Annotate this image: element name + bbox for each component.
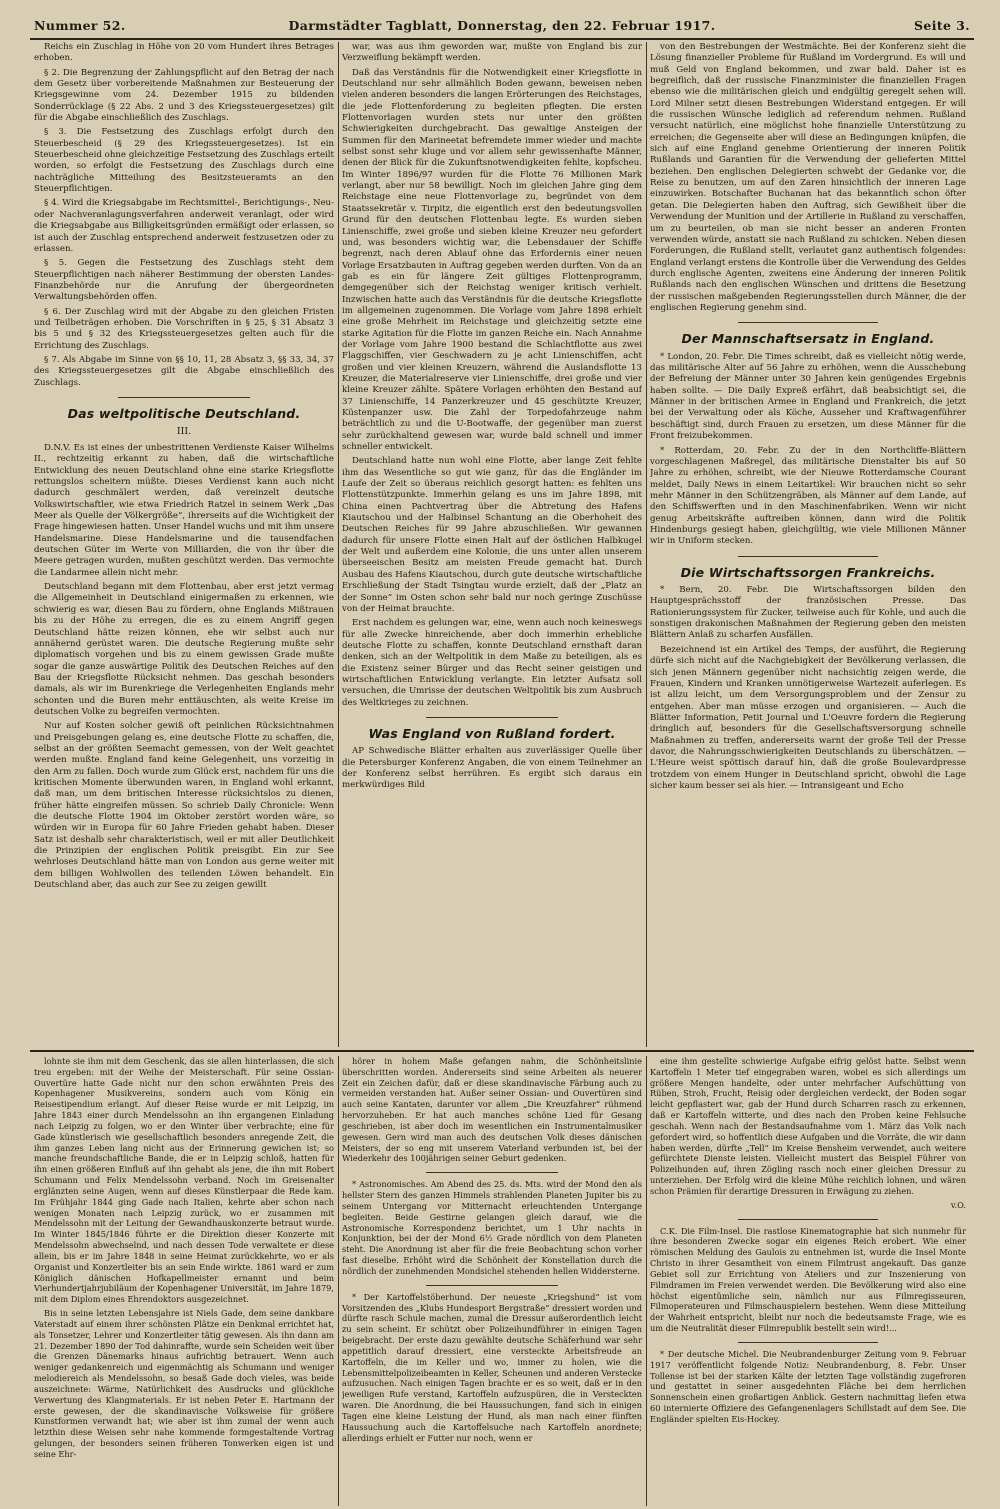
feuilleton-column-2	[342, 1056, 642, 1504]
law-paragraph: § 3. Die Festsetzung des Zuschlags erfolgt durch den Steuerbescheid (§ 29 des Kriegssteuergesetzes). Ist ein Steuerbescheid ohne gleichzeitige Festsetzung des Zuschlags erteilt worden, so erfolgt die Festsetzung des Zuschlags durch eine nachträgliche Mitteilung des Besitzsteueramts an den Steuerpflichtigen.	[34, 127, 334, 195]
feuilleton-paragraph: hörer in hohem Maße gefangen nahm, die Schönheitslinie überschritten worden. Andererseits sind seine Arbeiten als neuerer Zeit ein Zeichen dafür, daß er diese skandinavische Färbung auch zu vermeiden verstanden hat. Außer seiner Ossian- und Ouvertüren sind auch seine Kantaten, darunter vor allem „Die Kreuzfahrer“ rühmend hervorzuheben. Er hat auch manches schöne Lied für Gesang geschrieben, ist aber doch im wesentlichen ein Instrumentalmusiker gewesen. Gern wird man auch des deutschen Volk dieses dänischen Meisters, der so eng mit unserem Vaterland verbunden ist, bei der Wiederkehr des 100jährigen seiner Geburt gedenken.	[342, 1056, 642, 1164]
article-paragraph: * Bern, 20. Febr. Die Wirtschaftssorgen bilden den Hauptgesprächsstoff der französischen Presse. Das Rationierungssystem für Zucker, teilweise auch für Kohle, und auch die sonstigen drakonischen Maßnahmen der Regierung geben den meisten Blättern Anlaß zu scharfen Ausfällen.	[650, 585, 966, 641]
column-divider	[338, 42, 339, 1047]
section-rule	[738, 1219, 877, 1220]
article-paragraph: Deutschland hatte nun wohl eine Flotte, aber lange Zeit fehlte ihm das Wesentliche so gut wie ganz, für das die Engländer im Laufe der Zeit so überaus reichlich gesorgt hatten: es fehlten uns Flottenstützpunkte. Immerhin gelang es uns im Jahre 1898, mit China einen Pachtvertrag über die Abtretung des Hafens Kiautschou und der Halbinsel Schantung an die Oberhoheit des Deutschen Reiches für 99 Jahre abzuschließen. Wir gewannen dadurch für unsere Flotte einen Halt auf der östlichen Halbkugel der Welt und außerdem eine Kolonie, die uns unter allen unserem überseeischen Besitz am meisten Freude gemacht hat. Durch Ausbau des Hafens Kiautschou, durch gute deutsche wirtschaftliche Erschließung der Stadt Tsingtau wurde erzielt, daß der „Platz an der Sonne“ im Osten schon sehr bald nur noch geringe Zuschüsse von der Heimat brauchte.	[342, 456, 642, 614]
feuilleton-paragraph: C.K. Die Film-Insel. Die rastlose Kinematographie hat sich nunmehr für ihre besonderen Zwecke sogar ein eigenes Reich erobert. Wie einer römischen Meldung des Gaulois zu entnehmen ist, wurde die Insel Monte Christo in ihrer Gesamtheit von einem Filmtrust angekauft. Das ganze Gebiet soll zur Errichtung von Ateliers und zur Inszenierung von Filmdramen im Freien verwendet werden. Die Bevölkerung wird also eine höchst eigentümliche sein, nämlich nur aus Filmregisseuren, Filmoperateuren und Filmschauspielern bestehen. Wenn diese Mitteilung der Wahrheit entspricht, bleibt nur noch die bedeutsamste Frage, wie es um die Neutralität dieser Filmrepublik bestellt sein wird!...	[650, 1225, 966, 1334]
section-rule	[738, 556, 877, 557]
section-rule	[426, 1172, 558, 1173]
law-paragraph: § 4. Wird die Kriegsabgabe im Rechtsmittel-, Berichtigungs-, Neu- oder Nachveranlagungsverfahren anderweit veranlagt, oder wird die Kriegsabgabe aus Billigkeitsgründen ermäßigt oder erlassen, so ist auch der Zuschlag entsprechend anderweit festzusetzen oder zu erlassen.	[34, 198, 334, 254]
article-paragraph: D.N.V. Es ist eines der unbestrittenen Verdienste Kaiser Wilhelms II., rechtzeitig erkannt zu haben, daß die wirtschaftliche Entwicklung des neuen Deutschland ohne eine starke Kriegsflotte rettungslos scheitern müßte. Dieses Verdienst kann auch nicht dadurch geschmälert werden, daß vereinzelt deutsche Volkswirtschaftler, wie etwa Friedrich Ratzel in seinem Werk „Das Meer als Quelle der Völkergröße“, ihrerseits auf die Wichtigkeit der Frage hingewiesen hatten. Unser Handel wuchs und mit ihm unsere Handelsmarine. Diese Handelsmarine und die tausendfachen deutschen Güter im Werte von Milliarden, die von ihr über die Meere getragen wurden, mußten geschützt werden. Das vermochte die Landarmee allein nicht mehr.	[34, 443, 334, 578]
feuilleton-paragraph: eine ihm gestellte schwierige Aufgabe eifrig gelöst hatte. Selbst wenn Kartoffeln 1 Meter tief eingegraben waren, wobei es sich allerdings um größere Mengen handelte, oder unter mehrfacher Aufschüttung von Rüben, Stroh, Frucht, Reisig oder dergleichen verdeckt, der Boden sogar leicht gepflastert war, gab der Hund durch Scharren rasch zu erkennen, daß er Kartoffeln witterte, und dies nach den Proben keine Fehlsuche geschah. Wenn nach der Bestandsaufnahme vom 1. März das Volk nach gefordert wird, so hoffentlich diese Aufgaben und die Vorräte, die wir dann haben werden, dürfte „Tell“ im Kreise Bensheim verwendet, auch weitere gefürchtete Dienste leisten. Vielleicht mustert das Beispiel Führer von Polizeihunden auf, ihren Zögling rasch noch einer gleichen Dressur zu unterziehen. Der Erfolg wird die kleine Mühe reichlich lohnen, und wären schon Prämien für derartige Dressuren in Erwägung zu ziehen.	[650, 1056, 966, 1196]
author-signature: v.O.	[950, 1199, 966, 1210]
feuilleton-paragraph: * Der Kartoffelstöberhund. Der neueste „Kriegshund“ ist vom Vorsitzenden des „Klubs Hundesport Bergstraße“ dressiert worden und dürfte rasch Schule machen, zumal die Dressur außerordentlich leicht zu sein scheint. Er schützt ober Polizeihundführer in einigen Tagen beigebracht. Der erste dazu gewählte deutsche Schäferhund war sehr appetitlich darauf dressiert, eine versteckte Arbeitsfreude an Kartoffeln, die im Keller und wo, immer zu holen, wie die Lebensmittelpolizeibeamten in Keller, Scheunen und anderen Verstecke aufzusuchen. Nach einigen Tagen brachte er es so weit, daß er in den jeweiligen Rufe verstand, Kartoffeln aufzuspüren, die in Versteckten waren. Die Anordnung, die bei Haussuchungen, fand sich in einigen Tagen eine kleine Leistung der Hund, als man nach einer fünften Haussuchung auch die Kartoffelsuche nach Kartoffeln anordnete; allerdings erhielt er Futter nur noch, wenn er	[342, 1291, 642, 1443]
law-paragraph: § 2. Die Begrenzung der Zahlungspflicht auf den Betrag der nach dem Gesetz über vorbereitende Maßnahmen zur Besteuerung der Kriegsgewinne vom 24. Dezember 1915 zu bildenden Sonderrücklage (§ 22 Abs. 2 und 3 des Kriegssteuergesetzes) gilt für die Abgabe einschließlich des Zuschlags.	[34, 67, 334, 124]
article-paragraph: Nur auf Kosten solcher gewiß oft peinlichen Rücksichtnahmen und Preisgebungen gelang es, eine deutsche Flotte zu schaffen, die, selbst an der größten Seemacht gemessen, von der Welt geachtet werden mußte. England fand keine Gelegenheit, uns vorzeitig in den Arm zu fallen. Doch wurde zum Glück erst, nachdem für uns die kritischen Momente überwunden waren, in England wohl erkannt, daß man, um dem britischen Interesse rücksichtslos zu dienen, früher hätte eingreifen müssen. So schrieb Daily Chronicle: Wenn die deutsche Flotte 1904 im Oktober zerstört worden wäre, so würden wir in Europa für 60 Jahre Frieden gehabt haben. Dieser Satz ist deshalb sehr charakteristisch, weil er mit aller Deutlichkeit die Prinzipien der englischen Politik preisgibt. Ein zur See wehrloses Deutschland hätte man von London aus gerne weiter mit dem billigen Wohlwollen des teilenden Löwen behandelt. Ein Deutschland aber, das auch zur See zu zeigen gewillt	[34, 721, 334, 891]
column-divider	[338, 1056, 339, 1506]
article-heading: Was England von Rußland fordert.	[368, 725, 616, 741]
article-paragraph: * Rotterdam, 20. Febr. Zu der in den Northcliffe-Blättern vorgeschlagenen Maßregel, das militärische Dienstalter bis auf 50 Jahre zu erhöhen, schreibt, wie der Nieuwe Rotterdamsche Courant meldet, Daily News in einem Leitartikel: Wir brauchen nicht so sehr mehr Männer in den Schützengräben, als Männer auf dem Lande, auf den Schiffswerften und in den Maschinenfabriken. Wenn wir nicht genug Arbeitskräfte auftreiben können, dann wird die Politik Hindenburgs gesiegt haben, gleichgültig, wie viele Millionen Männer wir in Uniform stecken.	[650, 445, 966, 547]
section-rule	[738, 1342, 877, 1343]
feuilleton-paragraph: Bis in seine letzten Lebensjahre ist Niels Gade, dem seine dankbare Vaterstadt auf einem ihrer schönsten Plätze ein Denkmal errichtet hat, als Tonsetzer, Lehrer und Konzertleiter tätig gewesen. Als ihn dann am 21. Dezember 1890 der Tod dahinraffte, wurde sein Scheiden weit über die Grenzen Dänemarks hinaus aufrichtig betrauert. Wenn auch weniger gedankenreich und eigenmächtig als Schumann und weniger melodiereich als Mendelssohn, so besaß Gade doch vieles, was beide auszeichnete: Wärme, Natürlichkeit des Ausdrucks und glückliche Verwertung des Klangmaterials. Er ist neben Peter E. Hartmann der erste gewesen, der die skandinavische Volksweise für größere Kunstformen verwandt hat; wie aber ist ihm zumal der wenn auch letzthin diese Weisen sehr nahe kommende formgestaltende Vortrag gelungen, der besonders seinen früheren Tonwerken eigen ist und seine Ehr-	[34, 1308, 334, 1459]
article-paragraph: Daß das Verständnis für die Notwendigkeit einer Kriegsflotte in Deutschland nur sehr allmählich Boden gewann, beweisen neben vielen anderen besonders die langen Erörterungen des Reichstages, die jede Flottenforderung zu begleiten pflegten. Die ersten Flottenvorlagen wurden stets nur unter den größten Schwierigkeiten durchgebracht. Das gewaltige Ansteigen der Summen für den Marineetat befremdete immer wieder und machte selbst sonst sehr kluge und vor allem sehr gewissenhafte Männer, denen der Blick für die Zukunftsnotwendigkeiten fehlte, kopfscheu. Im Winter 1896/97 wurden für die Flotte 76 Millionen Mark verlangt, aber nur 58 bewilligt. Noch im gleichen Jahre ging dem Reichstage eine neue Flottenvorlage zu, begründet von dem Staatssekretär v. Tirpitz, die eigentlich erst den bedeutungsvollen Grund für den deutschen Flottenbau legte. Es wurden sieben Linienschiffe, zwei große und sieben kleine Kreuzer neu gefordert und, was besonders wichtig war, die Lebensdauer der Schiffe begrenzt, nach deren Ablauf ohne das Erfordernis einer neuen Vorlage Ersatzbauten in Auftrag gegeben werden durften. Von da an gab es ein für längere Zeit gültiges Flottenprogramm, demgegenüber sich der Reichstag weniger kritisch verhielt. Inzwischen hatte auch das Verständnis für die deutsche Kriegsflotte im allgemeinen zugenommen. Die Vorlage vom Jahre 1898 erhielt eine große Mehrheit im Reichstage und gleichzeitig setzte eine starke Agitation für die Flotte im ganzen Reiche ein. Nach Annahme der Vorlage vom Jahre 1900 bestand die Schlachtflotte aus zwei Flaggschiffen, vier Geschwadern zu je acht Linienschiffen, acht großen und vier kleinen Kreuzern, während die Auslandsflotte 13 Kreuzer, die Materialreserve vier Linienschiffe, drei große und vier kleine Kreuzer zählte. Spätere Vorlagen erhöhten den Bestand auf 37 Linienschiffe, 14 Panzerkreuzer und 45 geschützte Kreuzer, Küstenpanzer usw. Die Zahl der Torpedofahrzeuge nahm beträchtlich zu und die U-Bootwaffe, der gegenüber man zuerst sehr zurückhaltend gewesen war, wurde bald schnell und immer schneller entwickelt.	[342, 67, 642, 453]
article-paragraph: * London, 20. Febr. Die Times schreibt, daß es vielleicht nötig werde, das militärische Alter auf 56 Jahre zu erhöhen, wenn die Ausschebung der Befreiung der Männer unter 30 Jahren kein genügendes Ergebnis haben sollte. — Die Daily Expreß erfährt, daß beabsichtigt sei, die Männer in der britischen Armee in England und Frankreich, die jetzt bei der Verwaltung oder als Köche, Ausseher und Kraftwagenführer beschäftigt sind, durch Frauen zu ersetzen, um diese Männer für die Front freizubekommen.	[650, 351, 966, 442]
column-3	[650, 42, 966, 1042]
column-1	[34, 42, 334, 1042]
page-header	[30, 12, 974, 40]
section-rule	[738, 322, 877, 323]
article-paragraph: von den Bestrebungen der Westmächte. Bei der Konferenz sieht die Lösung finanzieller Probleme für Rußland im Vordergrund. Es will und muß Geld von England bekommen, und zwar bald. Daher ist es begreiflich, daß der russische Finanzminister die finanziellen Fragen ebenso wie die militärischen gleich und endgültig geregelt sehen will. Lord Milner setzt diesen Bestrebungen Widerstand entgegen. Er will die russischen Wünsche lediglich ad referendum nehmen. Rußland versucht natürlich, eine möglichst hohe finanzielle Unterstützung zu erreichen; die Gegenseite aber will diese an Bedingungen knüpfen, die sich auf eine England genehme Orientierung der inneren Politik Rußlands und Garantien für die Verwendung der gelieferten Mittel beziehen. Den englischen Delegierten schwebt der Gedanke vor, die Reise zu benutzen, um auf den Zaren hinsichtlich der inneren Lage einzuwirken. Botschafter Buchanan hat das bekanntlich schon öfter getan. Die Delegierten haben den Auftrag, sich Gewißheit über die Verwendung der Munition und der Artillerie in Rußland zu verschaffen, um zu beurteilen, ob man sie nicht besser an anderen Fronten verwenden würde, anstatt sie nach Rußland zu schicken. Neben diesen Forderungen, die Rußland stellt, verlautet ganz authentisch folgendes: England verlangt erstens die Kontrolle über die Verwendung des Geldes durch englische Agenten, zweitens eine Änderung der inneren Politik Rußlands nach den englischen Wünschen und drittens die Besetzung der russischen maßgebenden Regierungsstellen durch Männer, die der englischen Regierung genehm sind.	[650, 42, 966, 313]
article-paragraph: Bezeichnend ist ein Artikel des Temps, der ausführt, die Regierung dürfe sich nicht auf die Nachgiebigkeit der Bevölkerung verlassen, die sich jenen Männern gegenüber nicht nachsichtig zeigen werde, die Frauen, Kindern und Kranken unnötigerweise Wartezeit auferlegen. Es ist allzu leicht, um dem Versorgungsproblem und der Zensur zu entgehen. Aber man müsse erzogen und organisieren. — Auch die Blätter Information, Petit Journal und L'Oeuvre fordern die Regierung dringlich auf, besonders für die Gesellschaftsversorgung schnelle Maßnahmen zu treffen, andererseits warnt der große Teil der Presse davor, die Nahrungsschwierigkeiten Deutschlands zu überschätzen. — L'Heure weist spöttisch darauf hin, daß die große Boulevardpresse trotzdem von einem Hunger in Deutschland spricht, obwohl die Lage sicher kaum besser sei als hier. — Intransigeant und Echo	[650, 644, 966, 791]
article-paragraph: AP Schwedische Blätter erhalten aus zuverlässiger Quelle über die Petersburger Konferenz Angaben, die von einem Teilnehmer an der Konferenz selbst herrühren. Es ergibt sich daraus ein merkwürdiges Bild	[342, 746, 642, 791]
section-rule	[118, 397, 250, 398]
section-rule	[426, 717, 558, 718]
feuilleton-column-3	[650, 1056, 966, 1504]
feuilleton-column-1	[34, 1056, 334, 1504]
column-2	[342, 42, 642, 1042]
article-heading: Die Wirtschaftssorgen Frankreichs.	[680, 564, 936, 580]
column-divider	[646, 42, 647, 1047]
article-paragraph: Deutschland begann mit dem Flottenbau, aber erst jetzt vermag die Allgemeinheit in Deutschland einigermaßen zu erkennen, wie schwierig es war, diesen Bau zu fördern, ohne Englands Mißtrauen bis zu der Höhe zu erregen, die es zu einem Angriff gegen Deutschland hätte reizen können, ehe wir selbst auch nur annähernd gerüstet waren. Die deutsche Regierung mußte sehr diplomatisch vorgehen und bis zu einem gewissen Grade mußte sogar die ganze auswärtige Politik des Deutschen Reiches auf den Bau der Kriegsflotte Rücksicht nehmen. Das geschah besonders damals, als wir im Burenkriege die Verlegenheiten Englands mehr schonten und die Buren mehr enttäuschten, als weite Kreise im deutschen Volke zu begreifen vermochten.	[34, 582, 334, 717]
column-divider	[646, 1056, 647, 1506]
article-heading: Der Mannschaftsersatz in England.	[681, 331, 935, 347]
feuilleton-paragraph: lohnte sie ihm mit dem Geschenk, das sie allen hinterlassen, die sich treu ergeben: mit der Weihe der Meisterschaft. Für seine Ossian-Ouvertüre hatte Gade nicht nur den schon erwähnten Preis des Kopenhagener Musikvereins, sondern auch vom König ein Reisestipendium erlangt. Auf dieser Reise wurde er mit Leipzig, im Jahre 1843 einer durch Mendelssohn an ihn ergangenen Einladung nach Leipzig zu folgen, wo er den Winter über verbrachte; eine für Gade künstlerisch wie gesellschaftlich besonders anregende Zeit, die ihm ganzes Leben lang nicht aus der Erinnerung gewichen ist; so manche freundschaftliche Bande, die er in Leipzig schloß, hatten für ihn einen größeren Einfluß auf ihn gehabt als jene, die ihn mit Robert Schumann und Felix Mendelssohn verband. Noch im Greisenalter erglänzten seine Augen, wenn auf dieses Künstlerpaar die Rede kam. Im Frühjahr 1844 ging Gade nach Italien, kehrte aber schon nach wenigen Monaten nach Leipzig zurück, wo er zusammen mit Mendelssohn mit der Leitung der Gewandhauskonzerte betraut wurde. Im Winter 1845/1846 führte er die Direktion dieser Konzerte mit Mendelssohn abwechselnd, und nach dessen Tode verwaltete er diese allein, bis er im Jahre 1848 in seine Heimat zurückkehrte, wo er als Organist und Konzertleiter bis an sein Ende wirkte. 1861 ward er zum Königlich dänischen Hofkapellmeister ernannt und beim Vierhundertjahrjubiläum der Kopenhagener Universität, im Jahre 1879, mit dem Diplom eines Ehrendoktors ausgezeichnet.	[34, 1056, 334, 1305]
article-paragraph: Erst nachdem es gelungen war, eine, wenn auch noch keineswegs für alle Zwecke hinreichende, aber doch immerhin erhebliche deutsche Flotte zu schaffen, konnte Deutschland ernsthaft daran denken, sich an der Weltpolitik in dem Maße zu beteiligen, als es die Existenz seiner Bürger und das Recht seiner geistigen und wirtschaftlichen Entwicklung verlangte. Ein letzter Aufsatz soll versuchen, die Umrisse der deutschen Weltpolitik bis zum Ausbruch des Weltkrieges zu zeichnen.	[342, 618, 642, 708]
law-paragraph: § 7. Als Abgabe im Sinne von §§ 10, 11, 28 Absatz 3, §§ 33, 34, 37 des Kriegssteuergesetzes gilt die Abgabe einschließlich des Zuschlags.	[34, 354, 334, 388]
section-rule	[426, 1285, 558, 1286]
issue-number: Nummer 52.	[34, 18, 126, 33]
article-part-number: III.	[176, 426, 192, 438]
newspaper-title: Darmstädter Tagblatt, Donnerstag, den 22. Februar 1917.	[288, 18, 716, 33]
page-number: Seite 3.	[913, 18, 970, 33]
law-paragraph: § 6. Der Zuschlag wird mit der Abgabe zu den gleichen Fristen und Teilbeträgen erhoben. Die Vorschriften in § 25, § 31 Absatz 3 bis 5 und § 32 des Kriegssteuergesetzes gelten auch für die Errichtung des Zuschlags.	[34, 306, 334, 351]
law-paragraph: § 5. Gegen die Festsetzung des Zuschlags steht dem Steuerpflichtigen nach näherer Bestimmung der obersten Landes-Finanzbehörde nur die Anrufung der übergeordneten Verwaltungsbehörden offen.	[34, 258, 334, 303]
article-paragraph: war, was aus ihm geworden war, mußte von England bis zur Verzweiflung bekämpft werden.	[342, 42, 642, 64]
feuilleton-paragraph: * Der deutsche Michel. Die Neubrandenburger Zeitung vom 9. Februar 1917 veröffentlicht folgende Notiz: Neubrandenburg, 8. Febr. Unser Tollense ist bei der starken Kälte der letzten Tage vollständig zugefroren und gestattet in seiner ausgedehnten Fläche bei dem herrlichen Sonnenschein einen großartigen Anblick. Gestern nachmittag liefen etwa 60 internierte Offiziere des Gefangenenlagers Schillstadt auf dem See. Die Engländer spielten Eis-Hockey.	[650, 1348, 966, 1424]
feuilleton-divider	[30, 1050, 974, 1052]
law-paragraph: Reichs ein Zuschlag in Höhe von 20 vom Hundert ihres Betrages erhoben.	[34, 42, 334, 64]
feuilleton-paragraph: * Astronomisches. Am Abend des 25. ds. Mts. wird der Mond den als hellster Stern des ganzen Himmels strahlenden Planeten Jupiter bis zu seinem Untergang vor Mitternacht erleuchtenden Untergange begleiten. Beide Gestirne gelangen gleich darauf, wie die Astronomische Korrespondenz berichtet, um 1 Uhr nachts in Konjunktion, bei der der Mond 6½ Grade nördlich von dem Planeten steht. Die Anordnung ist aber für die freie Beobachtung schon vorher fast dieselbe. Erhöht wird die Schönheit der Konstellation durch die nördlich der zunehmenden Mondsichel stehenden hellen Widdersterne.	[342, 1179, 642, 1276]
article-heading: Das weltpolitische Deutschland.	[67, 405, 301, 421]
